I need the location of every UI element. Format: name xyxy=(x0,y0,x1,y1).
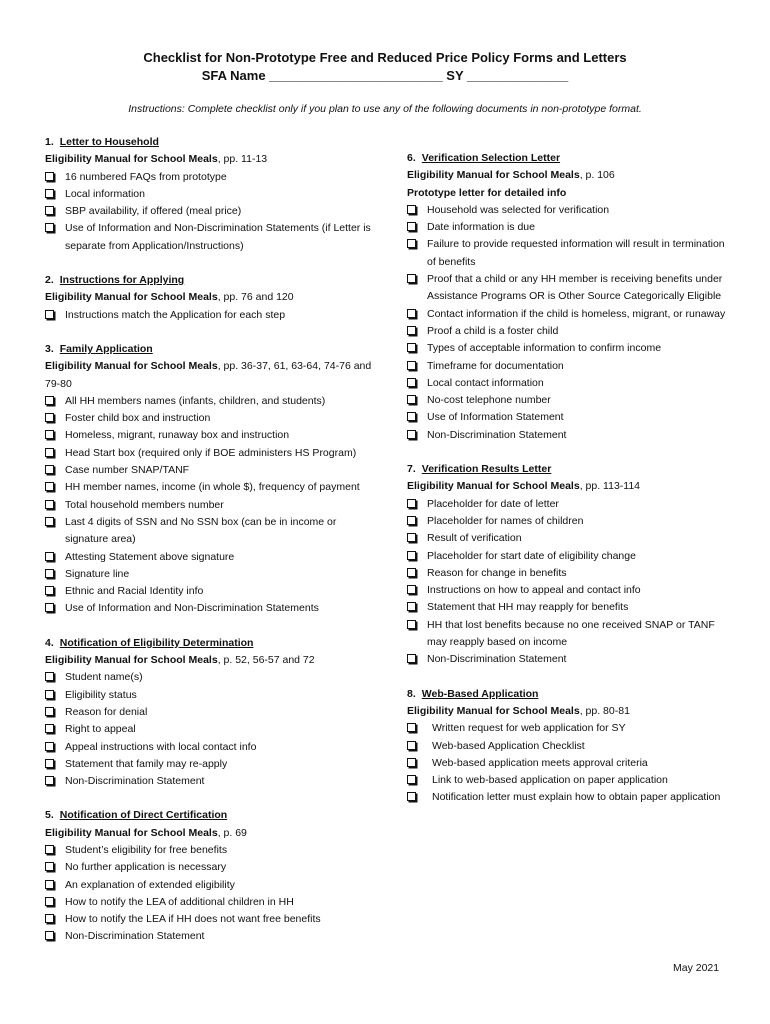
checkbox-icon[interactable] xyxy=(45,586,54,595)
manual-title: Eligibility Manual for School Meals xyxy=(45,654,218,667)
checklist-item-label: Head Start box (required only if BOE administers HS Program) xyxy=(65,446,357,459)
checklist-item-label: No further application is necessary xyxy=(65,861,227,874)
checklist-item-label: Use of Information and Non-Discrimination Statements xyxy=(65,602,319,615)
checklist-item-label: Failure to provide requested information will result in termination of benefits xyxy=(427,238,725,268)
checklist-item-label: Last 4 digits of SSN and No SSN box (can be in income or signature area) xyxy=(65,515,337,546)
checkbox-icon[interactable] xyxy=(45,465,54,474)
checklist-item xyxy=(45,669,375,686)
checkbox-icon[interactable] xyxy=(407,741,416,750)
checklist-section xyxy=(407,150,732,444)
right-column xyxy=(407,150,732,824)
checkbox-icon[interactable] xyxy=(407,533,416,542)
checklist-section xyxy=(407,686,732,807)
checkbox-icon[interactable] xyxy=(407,585,416,594)
checkbox-icon[interactable] xyxy=(45,742,54,751)
section-number: 3. xyxy=(45,342,54,355)
section-title: Web-Based Application xyxy=(421,687,539,700)
checklist-item xyxy=(407,236,732,271)
checkbox-icon[interactable] xyxy=(407,412,416,421)
checklist-item xyxy=(407,409,732,426)
section-heading xyxy=(407,461,732,478)
checklist-section xyxy=(407,461,732,669)
section-title: Verification Selection Letter xyxy=(421,152,561,164)
checklist-item xyxy=(407,513,732,530)
manual-title: Eligibility Manual for School Meals xyxy=(407,169,580,182)
section-number: 1. xyxy=(45,136,54,148)
checkbox-icon[interactable] xyxy=(407,516,416,525)
section-heading xyxy=(45,341,375,358)
checkbox-icon[interactable] xyxy=(45,914,54,923)
checkbox-icon[interactable] xyxy=(407,239,416,248)
checklist-item xyxy=(45,773,375,790)
checklist-item xyxy=(407,582,732,599)
checkbox-icon[interactable] xyxy=(45,690,54,699)
manual-reference xyxy=(45,358,375,393)
document-title: Checklist for Non-Prototype Free and Reduced Price Policy Forms and Letters xyxy=(143,50,627,65)
manual-pages: , pp. 76 and 120 xyxy=(217,291,294,304)
checklist-item-label: Non-Discrimination Statement xyxy=(427,653,567,666)
checklist-item-label: Proof that a child or any HH member is receiving benefits under Assistance Programs OR is Other Source Categorically Eligible xyxy=(427,273,723,303)
checklist-item-label: Non-Discrimination Statement xyxy=(427,428,567,441)
section-title: Letter to Household xyxy=(59,136,159,148)
checklist-item xyxy=(45,583,375,600)
checkbox-icon[interactable] xyxy=(407,723,416,732)
checkbox-icon[interactable] xyxy=(45,189,54,198)
sfa-name-line: SFA Name ________________________ SY ______________ xyxy=(201,68,569,83)
checkbox-icon[interactable] xyxy=(407,205,416,214)
checklist-item-label: Result of verification xyxy=(427,532,522,545)
checklist-section xyxy=(45,635,375,791)
manual-title: Eligibility Manual for School Meals xyxy=(407,480,580,493)
section-title: Notification of Eligibility Determination xyxy=(59,636,254,649)
manual-reference xyxy=(407,478,732,495)
checklist-item xyxy=(45,462,375,479)
checkbox-icon[interactable] xyxy=(407,602,416,611)
checklist-item-label: Student name(s) xyxy=(65,671,143,684)
checkbox-icon[interactable] xyxy=(45,603,54,612)
manual-pages: , pp. 80-81 xyxy=(579,704,630,717)
checkbox-icon[interactable] xyxy=(45,880,54,889)
checkbox-icon[interactable] xyxy=(45,482,54,491)
checklist-item xyxy=(45,307,375,324)
checkbox-icon[interactable] xyxy=(407,620,416,629)
checklist-item xyxy=(45,894,375,911)
checklist-item xyxy=(407,427,732,444)
checklist-item xyxy=(45,479,375,496)
checklist-item-label: Written request for web application for SY xyxy=(432,722,626,735)
checkbox-icon[interactable] xyxy=(45,396,54,405)
manual-pages: , pp. 11-13 xyxy=(217,153,268,166)
checklist-item xyxy=(407,548,732,565)
checklist-item-label: Local information xyxy=(65,187,145,200)
manual-title: Eligibility Manual for School Meals xyxy=(45,360,218,373)
checklist-item xyxy=(407,617,732,652)
checklist-item-label: Statement that HH may reapply for benefits xyxy=(427,601,629,614)
checklist-item-label: Link to web-based application on paper application xyxy=(432,774,668,787)
checkbox-icon[interactable] xyxy=(407,326,416,335)
checklist-item-label: Instructions on how to appeal and contact info xyxy=(427,584,641,597)
manual-reference xyxy=(45,652,375,669)
checklist-item xyxy=(45,203,375,220)
section-title: Notification of Direct Certification xyxy=(59,809,228,822)
checklist-item-label: An explanation of extended eligibility xyxy=(65,878,235,891)
checklist-item-label: Use of Information and Non-Discrimination Statements (if Letter is separate from Application/Instructions) xyxy=(65,222,371,252)
checklist-item-label: Reason for change in benefits xyxy=(427,566,567,579)
section-note: Prototype letter for detailed info xyxy=(407,186,567,199)
checkbox-icon[interactable] xyxy=(45,310,54,319)
checklist-item-label: Right to appeal xyxy=(65,723,136,736)
checklist-item-label: Instructions match the Application for each step xyxy=(65,308,286,321)
checklist-item xyxy=(407,755,732,772)
checklist-item xyxy=(407,392,732,409)
checklist-item-label: How to notify the LEA of additional children in HH xyxy=(65,895,294,908)
checklist-item-label: No-cost telephone number xyxy=(427,394,551,407)
checklist-section xyxy=(45,807,375,945)
manual-pages: , pp. 113-114 xyxy=(579,480,641,493)
checklist-item-label: Non-Discrimination Statement xyxy=(65,930,205,943)
checklist-item-label: Non-Discrimination Statement xyxy=(65,775,205,788)
checklist-item-label: Placeholder for names of children xyxy=(427,514,584,527)
checklist-item xyxy=(45,687,375,704)
checkbox-icon[interactable] xyxy=(45,862,54,871)
manual-title: Eligibility Manual for School Meals xyxy=(45,291,218,304)
checklist-item xyxy=(45,928,375,945)
checklist-item-label: Homeless, migrant, runaway box and instruction xyxy=(65,429,290,442)
checklist-item-label: Household was selected for verification xyxy=(427,203,610,216)
manual-title: Eligibility Manual for School Meals xyxy=(45,153,218,166)
checklist-item-label: Placeholder for date of letter xyxy=(427,497,559,510)
checkbox-icon[interactable] xyxy=(45,552,54,561)
checklist-item-label: Placeholder for start date of eligibility change xyxy=(427,549,636,562)
checklist-item-label: Attesting Statement above signature xyxy=(65,550,235,563)
checklist-item xyxy=(407,772,732,789)
checklist-item xyxy=(45,427,375,444)
section-title: Instructions for Applying xyxy=(59,274,185,287)
manual-reference xyxy=(45,825,375,842)
checkbox-icon[interactable] xyxy=(45,931,54,940)
manual-pages: , p. 52, 56-57 and 72 xyxy=(217,654,315,667)
checklist-item xyxy=(407,530,732,547)
section-number: 6. xyxy=(407,152,416,164)
checklist-section xyxy=(45,134,375,255)
manual-reference xyxy=(407,167,732,184)
checkbox-icon[interactable] xyxy=(45,759,54,768)
checklist-item-label: Web-based Application Checklist xyxy=(432,739,585,752)
checklist-item-label: Eligibility status xyxy=(65,688,137,701)
section-heading xyxy=(407,150,732,167)
section-number: 8. xyxy=(407,687,416,700)
checkbox-icon[interactable] xyxy=(45,672,54,681)
checkbox-icon[interactable] xyxy=(45,430,54,439)
checkbox-icon[interactable] xyxy=(407,551,416,560)
manual-pages: , p. 69 xyxy=(217,826,247,839)
checklist-item xyxy=(45,497,375,514)
checklist-item xyxy=(45,877,375,894)
manual-reference xyxy=(45,289,375,306)
section-title: Family Application xyxy=(59,342,153,355)
checkbox-icon[interactable] xyxy=(45,776,54,785)
section-heading xyxy=(45,807,375,824)
checklist-item-label: SBP availability, if offered (meal price) xyxy=(65,205,242,218)
checkbox-icon[interactable] xyxy=(45,223,54,232)
checklist-item xyxy=(407,496,732,513)
checkbox-icon[interactable] xyxy=(45,707,54,716)
checklist-item xyxy=(407,358,732,375)
checklist-item xyxy=(407,271,732,306)
checklist-item-label: Total household members number xyxy=(65,498,224,511)
checklist-item-label: Case number SNAP/TANF xyxy=(65,464,190,477)
checklist-item-label: 16 numbered FAQs from prototype xyxy=(65,170,227,183)
checklist-item xyxy=(407,599,732,616)
checklist-item xyxy=(407,738,732,755)
checkbox-icon[interactable] xyxy=(45,172,54,181)
checklist-item xyxy=(45,739,375,756)
checklist-item xyxy=(407,202,732,219)
checklist-item xyxy=(45,445,375,462)
checkbox-icon[interactable] xyxy=(45,206,54,215)
checkbox-icon[interactable] xyxy=(407,274,416,283)
checklist-item-label: HH that lost benefits because no one received SNAP or TANF may reapply based on income xyxy=(427,618,715,649)
checkbox-icon[interactable] xyxy=(45,569,54,578)
checklist-item-label: Types of acceptable information to confirm income xyxy=(427,342,662,355)
checkbox-icon[interactable] xyxy=(407,758,416,767)
manual-title: Eligibility Manual for School Meals xyxy=(407,704,580,717)
checkbox-icon[interactable] xyxy=(407,309,416,318)
checklist-item xyxy=(45,169,375,186)
checklist-item xyxy=(45,756,375,773)
checklist-item-label: Appeal instructions with local contact info xyxy=(65,740,257,753)
checklist-item-label: Student’s eligibility for free benefits xyxy=(65,843,228,856)
checklist-item-label: Ethnic and Racial Identity info xyxy=(65,585,204,598)
checklist-item-label: Local contact information xyxy=(427,376,544,389)
checklist-item xyxy=(407,323,732,340)
checkbox-icon[interactable] xyxy=(407,395,416,404)
manual-title: Eligibility Manual for School Meals xyxy=(45,826,218,839)
checkbox-icon[interactable] xyxy=(407,361,416,370)
checklist-item-label: Web-based application meets approval criteria xyxy=(432,756,648,769)
section-number: 7. xyxy=(407,463,416,476)
checkbox-icon[interactable] xyxy=(45,897,54,906)
checklist-item-label: Contact information if the child is homeless, migrant, or runaway xyxy=(427,307,726,320)
checklist-item-label: Reason for denial xyxy=(65,705,148,718)
checklist-item xyxy=(407,375,732,392)
checklist-item-label: Use of Information Statement xyxy=(427,411,564,424)
checklist-item xyxy=(407,306,732,323)
checkbox-icon[interactable] xyxy=(45,448,54,457)
checkbox-icon[interactable] xyxy=(407,222,416,231)
checklist-item-label: Signature line xyxy=(65,567,130,580)
checkbox-icon[interactable] xyxy=(45,413,54,422)
checkbox-icon[interactable] xyxy=(45,500,54,509)
checklist-item xyxy=(45,859,375,876)
checklist-item-label: Statement that family may re-apply xyxy=(65,757,228,770)
checkbox-icon[interactable] xyxy=(407,378,416,387)
section-number: 4. xyxy=(45,636,54,649)
footer-date: May 2021 xyxy=(673,962,720,974)
checkbox-icon[interactable] xyxy=(407,343,416,352)
checkbox-icon[interactable] xyxy=(407,568,416,577)
checkbox-icon[interactable] xyxy=(45,517,54,526)
left-column xyxy=(45,134,375,963)
checklist-item xyxy=(45,600,375,617)
checklist-item-label: HH member names, income (in whole $), frequency of payment xyxy=(65,481,360,494)
checklist-item-label: Foster child box and instruction xyxy=(65,412,211,425)
checklist-item-label: Notification letter must explain how to obtain paper application xyxy=(432,791,721,804)
checklist-item xyxy=(45,911,375,928)
section-title: Verification Results Letter xyxy=(421,463,552,476)
manual-pages: , p. 106 xyxy=(579,169,615,182)
checklist-item xyxy=(407,789,732,806)
section-heading xyxy=(45,134,375,151)
checklist-item xyxy=(45,566,375,583)
checkbox-icon[interactable] xyxy=(407,430,416,439)
checkbox-icon[interactable] xyxy=(407,775,416,784)
checklist-item-label: Proof a child is a foster child xyxy=(427,324,559,337)
manual-pages: , pp. 36-37, 61, 63-64, 74-76 and 79-80 xyxy=(45,360,372,390)
checklist-item xyxy=(45,514,375,549)
checklist-item-label: How to notify the LEA if HH does not want free benefits xyxy=(65,913,321,926)
checklist-item xyxy=(407,340,732,357)
checklist-item-label: Date information is due xyxy=(427,221,535,234)
section-number: 2. xyxy=(45,274,54,287)
checklist-item xyxy=(407,720,732,737)
checklist-item xyxy=(45,721,375,738)
checklist-item-label: All HH members names (infants, children, and students) xyxy=(65,394,326,407)
checklist-section xyxy=(45,272,375,324)
checkbox-icon[interactable] xyxy=(407,499,416,508)
section-heading xyxy=(407,686,732,703)
checklist-item xyxy=(45,549,375,566)
instructions: Instructions: Complete checklist only if you plan to use any of the following documents in non-prototype format. xyxy=(128,103,642,115)
manual-reference xyxy=(45,151,375,168)
checklist-item xyxy=(407,565,732,582)
checkbox-icon[interactable] xyxy=(407,654,416,663)
checklist-item xyxy=(45,220,375,255)
checklist-item xyxy=(45,842,375,859)
checkbox-icon[interactable] xyxy=(45,724,54,733)
checklist-item xyxy=(45,393,375,410)
checklist-section xyxy=(45,341,375,618)
manual-reference xyxy=(407,703,732,720)
section-heading xyxy=(45,635,375,652)
checklist-item xyxy=(407,219,732,236)
checklist-item xyxy=(45,186,375,203)
checkbox-icon[interactable] xyxy=(407,792,416,801)
section-number: 5. xyxy=(45,809,54,822)
checklist-item-label: Timeframe for documentation xyxy=(427,359,564,372)
section-heading xyxy=(45,272,375,289)
checklist-item xyxy=(45,704,375,721)
checkbox-icon[interactable] xyxy=(45,845,54,854)
checklist-item xyxy=(407,651,732,668)
checklist-item xyxy=(45,410,375,427)
